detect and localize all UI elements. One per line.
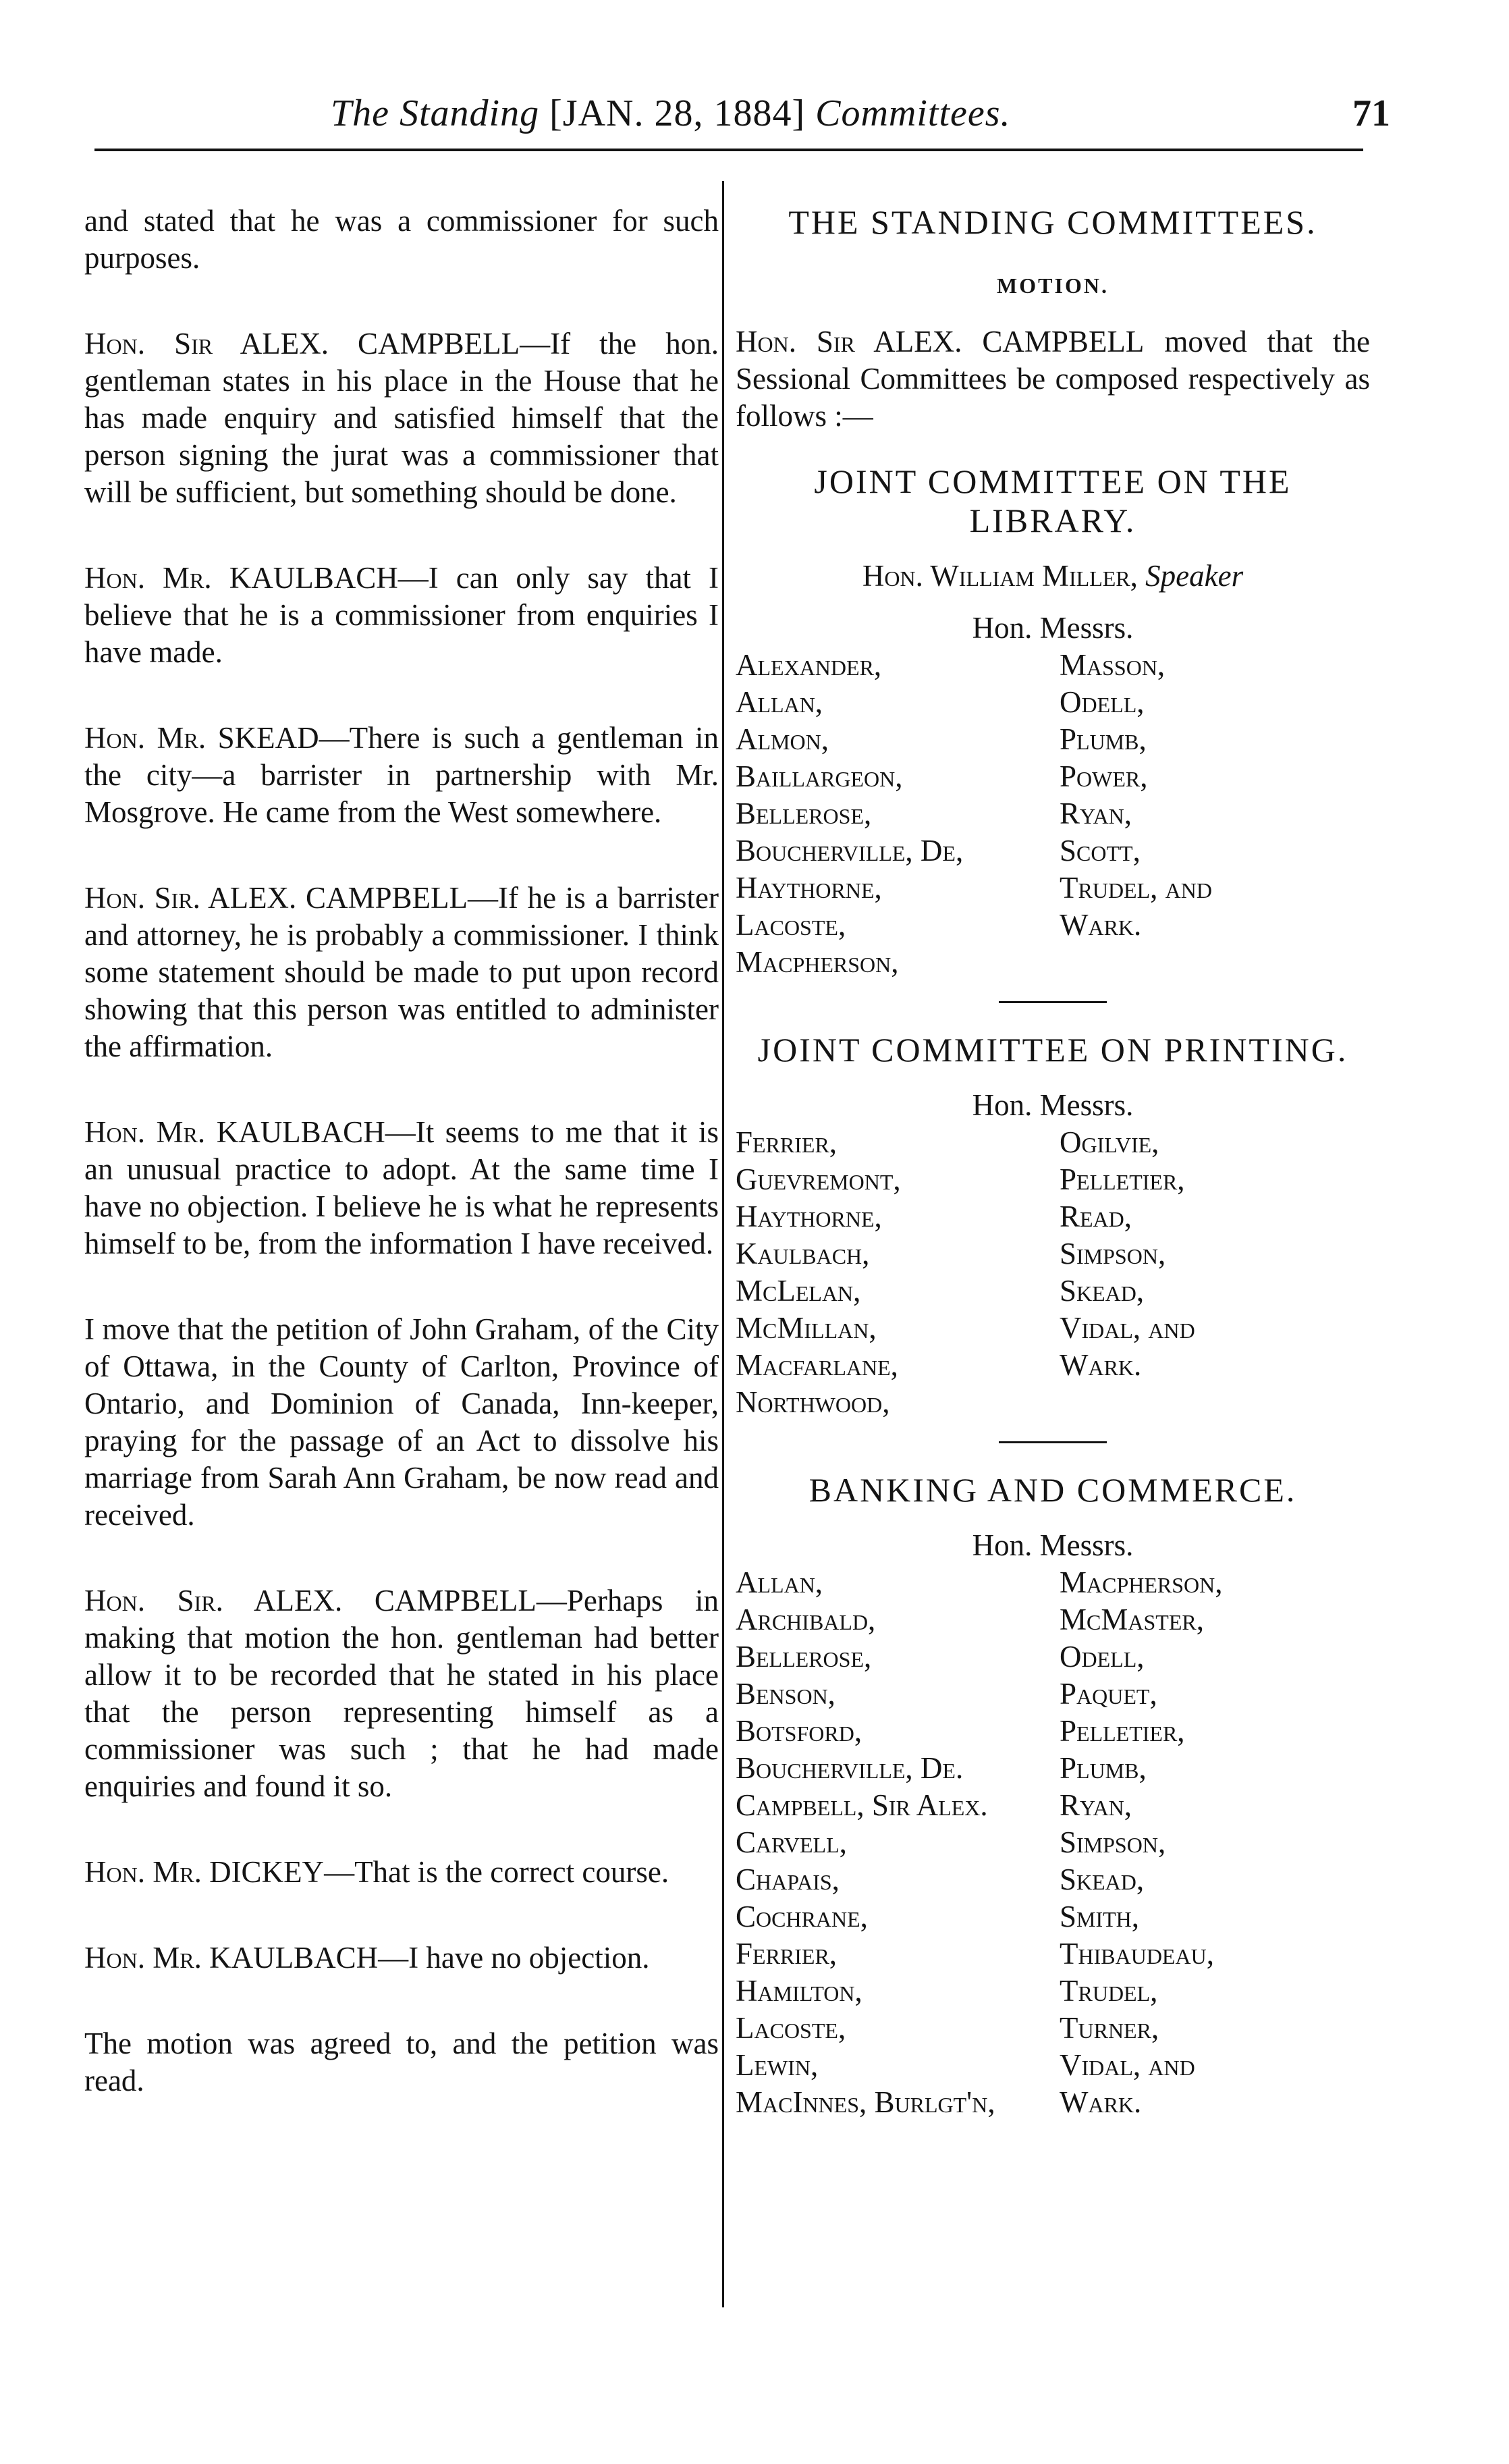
right-column	[736, 203, 1370, 2121]
header-title-part3: Committees.	[815, 92, 1011, 134]
member-name: Power,	[1060, 759, 1148, 793]
member-name: Haythorne,	[736, 871, 882, 905]
member-name: Odell,	[1060, 685, 1145, 719]
member-name: Plumb,	[1060, 722, 1147, 756]
member-name	[1060, 944, 1370, 981]
member-name: Smith,	[1060, 1900, 1140, 1933]
member-name: McLelan,	[736, 1274, 861, 1308]
member-name: Campbell, Sir Alex.	[736, 1788, 988, 1822]
main-heading: THE STANDING COMMITTEES.	[788, 203, 1317, 241]
committee-title: BANKING AND COMMERCE.	[808, 1471, 1297, 1509]
member-name: Masson,	[1060, 648, 1165, 682]
member-name: Bellerose,	[736, 797, 872, 830]
motion-text	[736, 323, 1370, 435]
member-name: Turner,	[1060, 2011, 1159, 2045]
member-name: Ogilvie,	[1060, 1125, 1159, 1159]
speech-text: —If the hon. gentleman states in his place in the House that he has made enquiry and satisfied himself that the person signing the jurat was a commissioner that will be sufficient, but something should be done.	[84, 327, 719, 509]
speech-paragraph	[84, 1114, 719, 1262]
member-name: McMaster,	[1060, 1603, 1204, 1636]
member-name: Carvell,	[736, 1825, 847, 1859]
speaker-name: Hon. Mr. SKEAD	[84, 721, 319, 755]
speech-text: The motion was agreed to, and the petition was read.	[84, 2027, 719, 2097]
committee-title: JOINT COMMITTEE ON THE LIBRARY.	[814, 462, 1292, 539]
member-name: Vidal, and	[1060, 2048, 1195, 2082]
members-list	[736, 1124, 1370, 1421]
speech-paragraph	[84, 560, 719, 671]
speech-text: —If he is a barrister and attorney, he is probably a commissioner. I think some statement should be made to put upon record showing that this person was entitled to administer the affirmation.	[84, 881, 719, 1063]
member-name: Wark.	[1060, 2085, 1142, 2119]
member-name: Haythorne,	[736, 1200, 882, 1233]
member-name: Kaulbach,	[736, 1237, 870, 1270]
speech-text: and stated that he was a commissioner for such purposes.	[84, 204, 719, 275]
member-name: Simpson,	[1060, 1825, 1166, 1859]
speech-paragraph	[84, 720, 719, 831]
member-name: Macpherson,	[1060, 1565, 1223, 1599]
member-name: Pelletier,	[1060, 1714, 1185, 1748]
speech-paragraph	[84, 1939, 719, 1977]
speaker-name: Hon. Mr. KAULBACH	[84, 561, 398, 595]
committee-title: JOINT COMMITTEE ON PRINTING.	[757, 1031, 1348, 1069]
members-label: Hon. Messrs.	[972, 1528, 1134, 1562]
speech-paragraph	[84, 1854, 719, 1891]
member-name: MacInnes, Burlgt'n,	[736, 2085, 995, 2119]
speaker-name: Hon. Sir ALEX. CAMPBELL	[84, 327, 520, 360]
member-name: Boucherville, De.	[736, 1751, 964, 1785]
member-name: Thibaudeau,	[1060, 1937, 1214, 1971]
speech-paragraph	[84, 1582, 719, 1805]
header-title	[331, 92, 1011, 135]
members-list	[736, 647, 1370, 981]
committee-banking	[736, 1470, 1370, 2121]
member-name: Simpson,	[1060, 1237, 1166, 1270]
member-name: Odell,	[1060, 1640, 1145, 1673]
member-name: Lacoste,	[736, 2011, 846, 2045]
speaker-name: Hon. Mr. KAULBACH	[84, 1115, 385, 1149]
speech-paragraph	[84, 203, 719, 277]
speech-text: —That is the correct course.	[324, 1855, 669, 1889]
member-name: Skead,	[1060, 1863, 1145, 1896]
member-name: Ryan,	[1060, 1788, 1132, 1822]
member-name: Cochrane,	[736, 1900, 868, 1933]
member-name: Chapais,	[736, 1863, 840, 1896]
speech-paragraph	[84, 2025, 719, 2099]
motion-label: MOTION.	[997, 273, 1109, 298]
member-name: Alexander,	[736, 648, 882, 682]
members-list	[736, 1564, 1370, 2121]
member-name: McMillan,	[736, 1311, 877, 1345]
members-label: Hon. Messrs.	[972, 1088, 1134, 1122]
member-name: Botsford,	[736, 1714, 862, 1748]
speech-text: —There is such a gentleman in the city—a barrister in partnership with Mr. Mosgrove. He came from the West somewhere.	[84, 721, 719, 829]
member-name: Ferrier,	[736, 1125, 838, 1159]
speech-text: I move that the petition of John Graham, of the City of Ottawa, in the County of Carlton, Province of Ontario, and Dominion of Canada, Inn-keeper, praying for the passage of an Act to dissolve his marriage from Sarah Ann Graham, be now read and received.	[84, 1312, 719, 1532]
column-divider	[722, 181, 724, 2307]
committee-chair	[736, 558, 1370, 595]
member-name: Allan,	[736, 1565, 823, 1599]
member-name: Hamilton,	[736, 1974, 862, 2008]
member-name: Skead,	[1060, 1274, 1145, 1308]
header-rule	[94, 149, 1363, 151]
speech-text: —I can only say that I believe that he is a commissioner from enquiries I have made.	[84, 561, 719, 669]
member-name: Scott,	[1060, 834, 1141, 867]
header-title-part1: The Standing	[331, 92, 540, 134]
chair-name: Hon. William Miller,	[862, 559, 1138, 593]
running-header	[94, 92, 1390, 146]
member-name: Northwood,	[736, 1385, 890, 1419]
chair-role: Speaker	[1145, 559, 1244, 593]
speaker-name: Hon. Sir. ALEX. CAMPBELL	[84, 881, 468, 915]
member-name: Almon,	[736, 722, 829, 756]
header-date: [JAN. 28, 1884]	[549, 92, 806, 134]
member-name: Guevremont,	[736, 1162, 901, 1196]
speech-paragraph	[84, 325, 719, 511]
motion-body: moved that the Sessional Committees be composed respectively as follows :—	[736, 325, 1371, 433]
left-column	[84, 203, 719, 2148]
speech-paragraph	[84, 1311, 719, 1534]
speaker-name: Hon. Mr. KAULBACH	[84, 1941, 379, 1975]
member-name: Paquet,	[1060, 1677, 1157, 1711]
member-name	[1060, 1384, 1370, 1421]
member-name: Pelletier,	[1060, 1162, 1185, 1196]
member-name: Vidal, and	[1060, 1311, 1195, 1345]
member-name: Plumb,	[1060, 1751, 1147, 1785]
member-name: Macfarlane,	[736, 1348, 898, 1382]
speaker-name: Hon. Mr. DICKEY	[84, 1855, 325, 1889]
committee-printing	[736, 1030, 1370, 1421]
member-name: Boucherville, De,	[736, 834, 964, 867]
member-name: Lewin,	[736, 2048, 819, 2082]
member-name: Trudel, and	[1060, 871, 1212, 905]
member-name: Benson,	[736, 1677, 835, 1711]
member-name: Trudel,	[1060, 1974, 1158, 2008]
member-name: Archibald,	[736, 1603, 876, 1636]
speech-paragraph	[84, 880, 719, 1065]
motion-speaker: Hon. Sir ALEX. CAMPBELL	[736, 325, 1145, 358]
speaker-name: Hon. Sir. ALEX. CAMPBELL	[84, 1584, 537, 1617]
member-name: Bellerose,	[736, 1640, 872, 1673]
page-number: 71	[1352, 92, 1390, 134]
member-name: Wark.	[1060, 908, 1142, 942]
speech-text: —It seems to me that it is an unusual practice to adopt. At the same time I have no objection. I believe he is what he represents himself to be, from the information I have received.	[84, 1115, 719, 1260]
member-name: Read,	[1060, 1200, 1132, 1233]
member-name: Wark.	[1060, 1348, 1142, 1382]
members-label: Hon. Messrs.	[972, 611, 1134, 645]
member-name: Baillargeon,	[736, 759, 903, 793]
member-name: Macpherson,	[736, 945, 899, 979]
speech-text: —Perhaps in making that motion the hon. gentleman had better allow it to be recorded that he stated in his place that the person representing himself as a commissioner was such ; that he had made enquiries and found it so.	[84, 1584, 719, 1803]
member-name: Allan,	[736, 685, 823, 719]
member-name: Ferrier,	[736, 1937, 838, 1971]
member-name: Ryan,	[1060, 797, 1132, 830]
speech-text: —I have no objection.	[378, 1941, 650, 1975]
committee-library	[736, 462, 1370, 981]
member-name: Lacoste,	[736, 908, 846, 942]
